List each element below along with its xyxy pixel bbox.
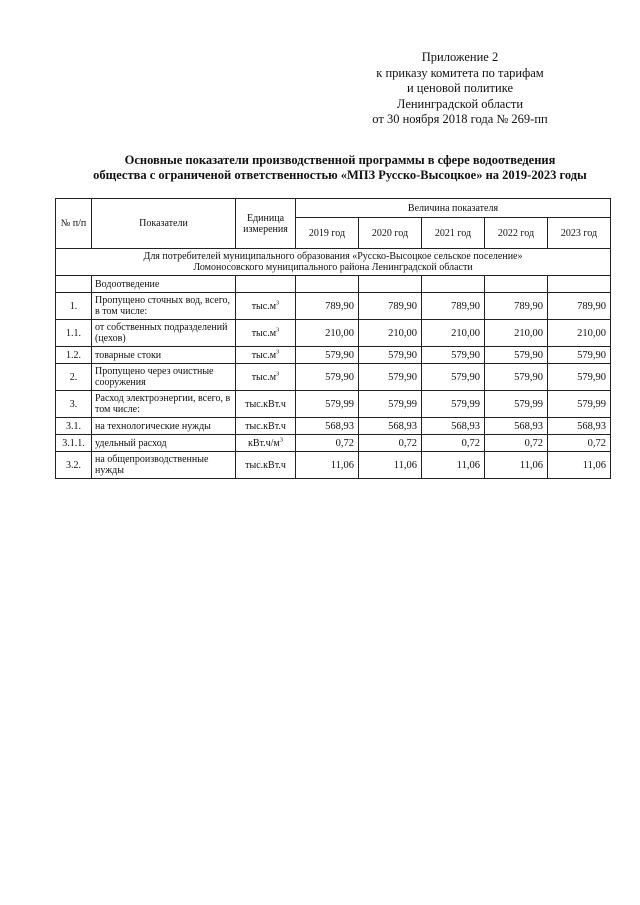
row-unit-text: тыс.кВт.ч — [245, 398, 286, 410]
table-row — [56, 347, 611, 364]
table-row — [56, 364, 611, 391]
row-value: 568,93 — [296, 418, 359, 435]
table-row — [56, 293, 611, 320]
row-value: 210,00 — [296, 320, 359, 347]
row-value: 579,90 — [485, 347, 548, 364]
production-program-table — [55, 198, 611, 479]
row-unit-text: тыс.м — [251, 371, 277, 383]
row-value: 579,90 — [359, 347, 422, 364]
row-value: 11,06 — [296, 452, 359, 479]
row-value: 789,90 — [359, 293, 422, 320]
row-unit — [236, 347, 296, 364]
row-value: 789,90 — [485, 293, 548, 320]
row-value: 579,90 — [422, 347, 485, 364]
row-unit-text: тыс.м — [251, 327, 277, 339]
row-value: 579,90 — [296, 364, 359, 391]
row-indicator: Пропущено через очистные сооружения — [92, 364, 236, 391]
row-unit-superscript: 3 — [276, 299, 280, 307]
row-value: 11,06 — [422, 452, 485, 479]
consumer-row — [56, 249, 611, 276]
row-value: 0,72 — [422, 435, 485, 452]
header-year: 2019 год — [296, 218, 359, 249]
empty-cell — [296, 276, 359, 293]
header-year: 2022 год — [485, 218, 548, 249]
row-value: 789,90 — [422, 293, 485, 320]
row-unit — [236, 391, 296, 418]
row-value: 579,99 — [359, 391, 422, 418]
empty-cell — [236, 276, 296, 293]
data-rows — [56, 293, 611, 479]
row-num: 3.1. — [56, 418, 92, 435]
row-value: 789,90 — [296, 293, 359, 320]
row-unit — [236, 320, 296, 347]
row-num: 3.2. — [56, 452, 92, 479]
table-row — [56, 435, 611, 452]
appendix-block — [340, 50, 580, 128]
appendix-line: Приложение 2 — [421, 50, 499, 64]
header-year: 2020 год — [359, 218, 422, 249]
consumer-line-2: Ломоносовского муниципального района Ленинградской области — [193, 262, 473, 273]
appendix-line: от 30 ноября 2018 года № 269-пп — [372, 112, 548, 126]
row-value: 579,90 — [548, 347, 611, 364]
empty-cell — [485, 276, 548, 293]
row-value: 568,93 — [422, 418, 485, 435]
header-unit: Единица измерения — [236, 199, 296, 249]
row-num: 1.1. — [56, 320, 92, 347]
section-num-cell — [56, 276, 92, 293]
row-value: 579,90 — [548, 364, 611, 391]
row-value: 579,90 — [422, 364, 485, 391]
row-value: 210,00 — [359, 320, 422, 347]
row-num: 2. — [56, 364, 92, 391]
empty-cell — [422, 276, 485, 293]
row-num: 3.1.1. — [56, 435, 92, 452]
row-value: 0,72 — [296, 435, 359, 452]
row-unit-superscript: 3 — [279, 436, 284, 444]
row-unit — [236, 293, 296, 320]
row-indicator: Расход электроэнергии, всего, в том числе: — [92, 391, 236, 418]
row-value: 11,06 — [359, 452, 422, 479]
table-row — [56, 418, 611, 435]
row-indicator: товарные стоки — [92, 347, 236, 364]
title-line-1: Основные показатели производственной программы в сфере водоотведения — [124, 153, 556, 167]
row-unit — [236, 364, 296, 391]
row-unit-superscript: 3 — [276, 326, 280, 334]
row-num: 1. — [56, 293, 92, 320]
header-indicator: Показатели — [92, 199, 236, 249]
appendix-line: к приказу комитета по тарифам — [376, 65, 544, 80]
row-value: 210,00 — [485, 320, 548, 347]
row-indicator: Пропущено сточных вод, всего, в том числе: — [92, 293, 236, 320]
row-num: 1.2. — [56, 347, 92, 364]
row-value: 210,00 — [548, 320, 611, 347]
appendix-line: и ценовой политике — [406, 81, 514, 95]
header-values: Величина показателя — [296, 199, 611, 218]
row-indicator: от собственных подразделений (цехов) — [92, 320, 236, 347]
row-value: 0,72 — [485, 435, 548, 452]
row-value: 579,99 — [485, 391, 548, 418]
row-value: 568,93 — [359, 418, 422, 435]
row-value: 579,99 — [548, 391, 611, 418]
header-num: № п/п — [56, 199, 92, 249]
row-value: 789,90 — [548, 293, 611, 320]
appendix-line: Ленинградской области — [396, 96, 524, 111]
empty-cell — [548, 276, 611, 293]
row-indicator: на технологические нужды — [92, 418, 236, 435]
header-year: 2021 год — [422, 218, 485, 249]
table-row — [56, 320, 611, 347]
row-value: 568,93 — [485, 418, 548, 435]
document-title — [60, 153, 620, 183]
row-unit-text: тыс.кВт.ч — [245, 459, 286, 471]
row-unit — [236, 435, 296, 452]
row-value: 579,90 — [359, 364, 422, 391]
title-line-2: общества с ограниченой ответственностью «МПЗ Русско-Высоцкое» на 2019-2023 годы — [93, 168, 587, 182]
row-unit-text: тыс.кВт.ч — [245, 420, 286, 432]
section-title: Водоотведение — [92, 276, 236, 293]
row-indicator: удельный расход — [92, 435, 236, 452]
table-row — [56, 391, 611, 418]
row-unit-text: тыс.м — [251, 349, 277, 361]
row-value: 0,72 — [359, 435, 422, 452]
row-value: 579,99 — [422, 391, 485, 418]
consumer-line-1: Для потребителей муниципального образования «Русско-Высоцкое сельское поселение» — [143, 251, 523, 262]
row-value: 0,72 — [548, 435, 611, 452]
row-value: 579,90 — [296, 347, 359, 364]
row-value: 210,00 — [422, 320, 485, 347]
row-unit-text: кВт.ч/м — [247, 437, 280, 449]
header-year: 2023 год — [548, 218, 611, 249]
row-value: 579,99 — [296, 391, 359, 418]
row-unit-superscript: 3 — [276, 348, 280, 356]
row-num: 3. — [56, 391, 92, 418]
row-unit-superscript: 3 — [276, 370, 280, 378]
row-value: 11,06 — [548, 452, 611, 479]
table-row — [56, 452, 611, 479]
row-unit — [236, 452, 296, 479]
row-value: 11,06 — [485, 452, 548, 479]
empty-cell — [359, 276, 422, 293]
row-value: 568,93 — [548, 418, 611, 435]
row-value: 579,90 — [485, 364, 548, 391]
row-unit-text: тыс.м — [251, 300, 277, 312]
row-unit — [236, 418, 296, 435]
row-indicator: на общепроизводственные нужды — [92, 452, 236, 479]
